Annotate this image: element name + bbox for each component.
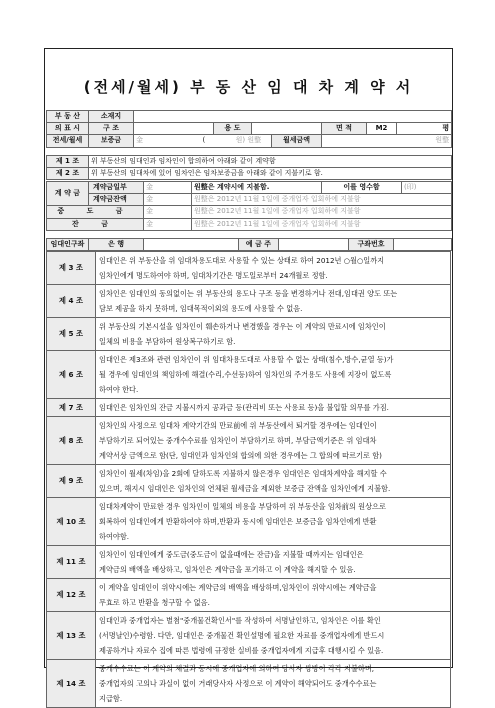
address-row [47,111,452,123]
balance-text: 원整은 2012년 11월 1일에 중개업자 입회하에 지불함 [192,194,452,206]
clause-number: 제 3 조 [47,252,96,285]
clauses-table [46,251,451,708]
clause-row [47,417,451,465]
clause-text: 임대인은 위 부동산을 위 임대차용도대로 사용할 수 있는 상태로 하여 2012년 ○월○일까지 임차인에게 명도하여야 하며, 임대차기간은 명도일로부터 24개월로 정함. [96,252,451,285]
middle-text: 원整은 2012년 11월 1일에 중개업자 입회하에 지불함 [192,206,452,218]
clause-row [47,285,451,318]
clause-row [47,498,451,546]
clause-text: 임차인의 사정으로 임대차 계약기간의 만료前에 위 부동산에서 퇴거할 경우에는 임대인이 부담하기로 되어있는 중개수수료를 임차인이 부담하기로 하며, 부담금액기준은 위 임대차 계약서상 금액으로 함(단, 임대인과 임차인의 합의에 의한 경우에는 그 합의에 따르기로 함) [96,417,451,465]
clause-text: 위 부동산의 임대인과 임차인이 합의하여 아래와 같이 계약함 [89,156,452,168]
clause-text: 임차인이 임대인에게 중도금(중도금이 없을때에는 잔금)을 지불할 때까지는 임대인은 계약금의 배액을 배상하고, 임차인은 계약금을 포기하고 이 계약을 해지할 수 있음. [96,546,451,579]
payment-section-label: 계 약 금 [47,182,89,206]
title-area [46,66,451,106]
clause-text: 임차인은 임대인의 동의없이는 위 부동산의 용도나 구조 등을 변경하거나 전대,임대권 양도 또는 담보 제공을 하지 못하며, 임대목적이외의 용도에 사용할 수 없음. [96,285,451,318]
clause-text: 임대차계약이 만료한 경우 임차인이 일체의 비용을 부담하여 위 부동산을 임차前의 원상으로 회복하여 임대인에게 반환하여야 하며,반환과 동시에 임대인은 보증금을 임차인에게 반환 하여야함. [96,498,451,546]
area-unit-pyeong: 평 [397,123,452,135]
clause-number: 제 10 조 [47,498,96,546]
structure-label: 구 조 [89,123,134,135]
clause-row [47,399,451,417]
final-payment-row [47,218,452,230]
clause-text: 임대인과 중개업자는 별첨"중개물건확인서"를 작성하여 서명날인하고, 임차인은 이를 확인 (서명날인)수령함. 다만, 임대인은 중개물건 확인설명에 필요한 자료를 중개업자에게 반드시 제공하거나 자료수 집에 따른 법령에 규정한 실비를 중개업자에게 지급후 대행시킬 수 있음. [96,612,451,660]
balance-label: 계약금잔액 [89,194,144,206]
land-row [47,123,452,135]
balance-prefix: 金 [144,194,192,206]
clause-text: 임대인은 임차인의 잔금 지불시까지 공과금 등(관리비 또는 사용료 등)을 불입할 의무를 가짐. [96,399,451,417]
account-owner-label: 임대인구좌 [47,239,89,251]
final-prefix: 金 [144,218,192,230]
deposit-suffix: 원) 원整 [235,136,262,145]
clause-row [47,579,451,612]
clause-number: 제 8 조 [47,417,96,465]
final-text: 원整은 2012년 11월 1일에 중개업자 입회하에 지불함 [192,218,452,230]
rent-type-label: 전세/월세 [47,135,89,147]
clause-number: 제 6 조 [47,351,96,399]
clause-row [47,318,451,351]
receipt-label: 이를 영수함 [322,182,402,194]
middle-prefix: 金 [144,206,192,218]
clause-row [47,351,451,399]
final-label: 잔 금 [47,218,144,230]
bank-label: 은 행 [89,239,144,251]
use-value[interactable] [252,123,322,135]
holder-value[interactable] [279,239,349,251]
clause-row [47,168,452,180]
payment-table [46,181,452,231]
bank-value[interactable] [144,239,239,251]
clause-number: 제 1 조 [47,156,89,168]
monthly-value[interactable]: 원整 [322,135,452,147]
property-table [46,110,452,148]
property-section-label: 부 동 산 [47,111,89,123]
address-value[interactable] [134,111,452,123]
structure-value[interactable] [134,123,214,135]
clause-row [47,156,452,168]
clause-row [47,546,451,579]
clause-row [47,612,451,660]
middle-label: 중 도 금 [47,206,144,218]
rent-row [47,135,452,147]
address-label: 소재지 [89,111,134,123]
clause-number: 제 14 조 [47,660,96,708]
middle-payment-row [47,206,452,218]
clause-number: 제 13 조 [47,612,96,660]
clause-number: 제 9 조 [47,465,96,498]
short-clauses-table [46,155,452,180]
deposit-value[interactable] [134,135,272,147]
clause-text: 이 계약을 임대인이 위약시에는 계약금의 배액을 배상하며,임차인이 위약시에는 계약금을 무효로 하고 반환을 청구할 수 없음. [96,579,451,612]
area-unit: M2 [367,123,397,135]
clause-row [47,252,451,285]
land-label: 의 표 시 [47,123,89,135]
clause-number: 제 11 조 [47,546,96,579]
clause-text: 중개수수료는 이 계약의 체결과 동시에 중개업자에 의하여 당사자 쌍방이 각각 지불하며, 중개업자의 고의나 과실이 없이 거래당사자 사정으로 이 계약이 해약되어도 중개수수료는 지급함. [96,660,451,708]
contract-payment-row [47,182,452,194]
account-table [46,238,452,251]
receipt-seal: (印) [402,182,452,194]
account-row [47,239,452,251]
monthly-label: 월세금액 [272,135,322,147]
balance-row [47,194,452,206]
holder-label: 예 금 주 [239,239,279,251]
clause-text: 임차인이 월세(차임)을 2회에 달하도록 지불하지 않은경우 임대인은 임대차계약을 해지할 수 있으며, 해지시 임대인은 임차인의 연체된 월세금을 제외한 보증금 잔액을 임차인에게 지불함. [96,465,451,498]
clause-number: 제 5 조 [47,318,96,351]
contract-prefix: 金 [144,182,192,194]
deposit-label: 보증금 [89,135,134,147]
clause-number: 제 12 조 [47,579,96,612]
account-number-label: 구좌번호 [349,239,394,251]
document-title: (전세/월세) 부 동 산 임 대 차 계 약 서 [83,77,414,96]
clause-number: 제 2 조 [47,168,89,180]
clause-number: 제 4 조 [47,285,96,318]
use-label: 용 도 [214,123,252,135]
clause-row [47,465,451,498]
deposit-prefix: 金 [136,136,143,145]
account-number-value[interactable] [394,239,452,251]
clause-text: 위 부동산의 임대차에 있어 임차인은 임차보증금을 아래와 같이 지불키로 함. [89,168,452,180]
contract-text: 원整은 계약시에 지불함. [192,182,322,194]
contract-label: 계약금일부 [89,182,144,194]
deposit-paren: ( [202,136,206,145]
clause-text: 임대인은 제3조와 관련 임차인이 위 임대차용도대로 사용할 수 없는 상태(침수,방수,균열 등)가 될 경우에 임대인의 책임하에 해결(수리,수선등)하여 임차인의 주거용도 사용에 지장이 없도록 하여야 한다. [96,351,451,399]
clause-row [47,660,451,708]
area-label: 면 적 [322,123,367,135]
clause-text: 위 부동산의 기본시설을 임차인이 훼손하거나 변경했을 경우는 이 계약의 만료시에 임차인이 일체의 비용을 부담하여 원상복구하기로 함. [96,318,451,351]
clause-number: 제 7 조 [47,399,96,417]
